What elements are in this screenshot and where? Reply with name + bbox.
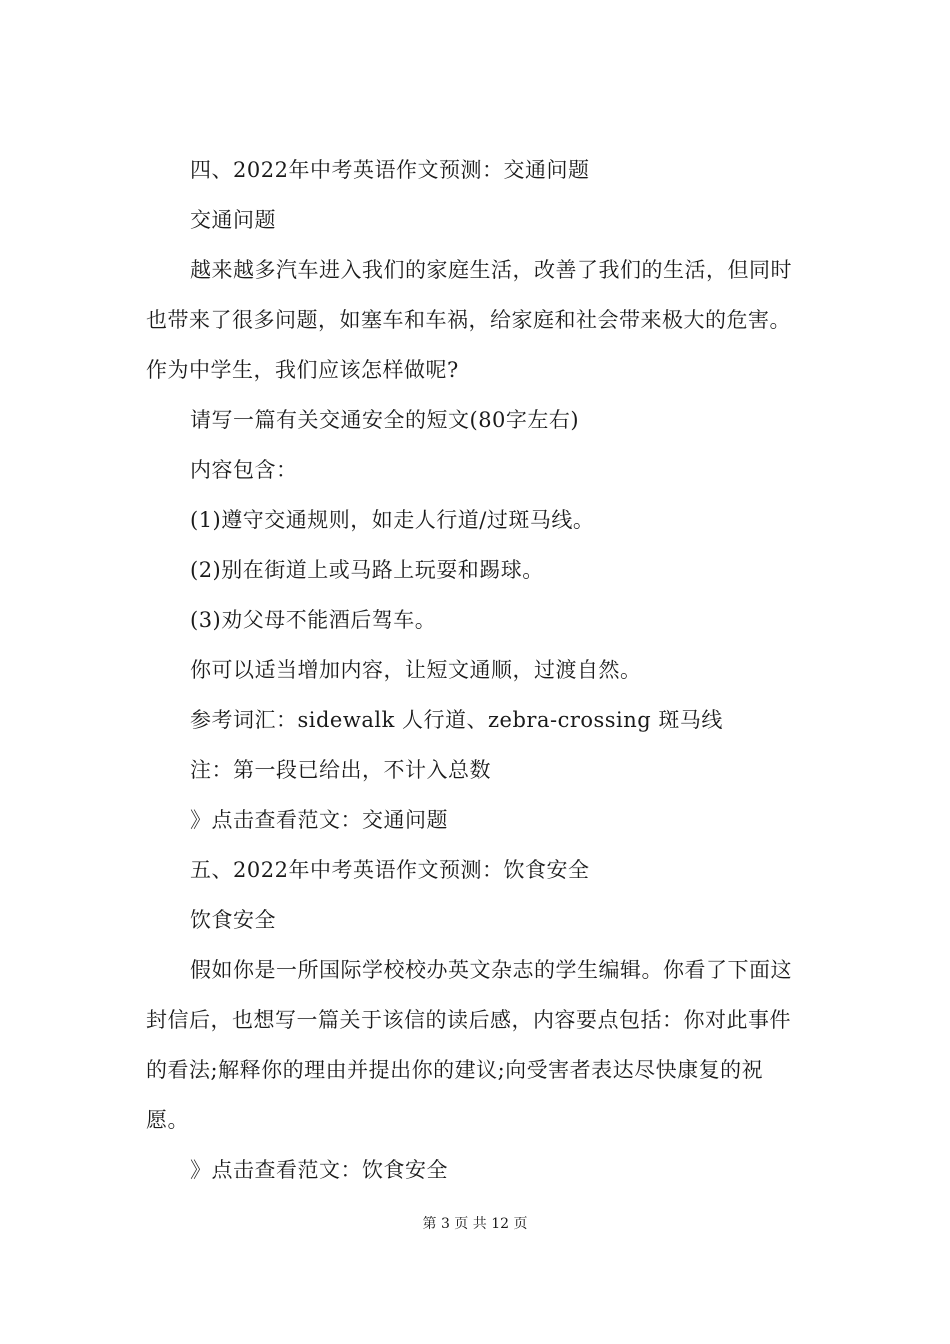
page-footer: 第 3 页 共 12 页 [422,1216,528,1232]
section4-content-label: 内容包含： [190,458,298,482]
section4-heading: 四、2022年中考英语作文预测：交通问题 [190,158,590,182]
section4-prompt-line-2: 也带来了很多问题，如塞车和车祸，给家庭和社会带来极大的危害。 [146,308,791,332]
section4-task: 请写一篇有关交通安全的短文(80字左右) [190,408,580,432]
section4-note: 注：第一段已给出，不计入总数 [190,758,491,782]
section5-prompt-line-1: 假如你是一所国际学校校办英文杂志的学生编辑。你看了下面这 [190,958,792,982]
section5-title: 饮食安全 [190,908,276,932]
section4-prompt-line-1: 越来越多汽车进入我们的家庭生活，改善了我们的生活，但同时 [190,258,792,282]
section4-tip: 你可以适当增加内容，让短文通顺，过渡自然。 [190,658,642,682]
section4-point-2: (2)别在街道上或马路上玩耍和踢球。 [190,558,544,582]
section4-prompt-line-3: 作为中学生，我们应该怎样做呢? [146,358,459,382]
section4-vocab: 参考词汇：sidewalk 人行道、zebra-crossing 斑马线 [190,708,723,732]
section5-sample-link[interactable]: 》点击查看范文：饮食安全 [190,1158,448,1182]
section5-prompt-line-4: 愿。 [146,1108,189,1132]
section4-point-3: (3)劝父母不能酒后驾车。 [190,608,437,632]
section5-prompt-line-2: 封信后，也想写一篇关于该信的读后感，内容要点包括：你对此事件 [146,1008,791,1032]
section5-heading: 五、2022年中考英语作文预测：饮食安全 [190,858,590,882]
section4-point-1: (1)遵守交通规则，如走人行道/过斑马线。 [190,508,595,532]
section5-prompt-line-3: 的看法;解释你的理由并提出你的建议;向受害者表达尽快康复的祝 [146,1058,764,1082]
section4-sample-link[interactable]: 》点击查看范文：交通问题 [190,808,448,832]
section4-title: 交通问题 [190,208,276,232]
